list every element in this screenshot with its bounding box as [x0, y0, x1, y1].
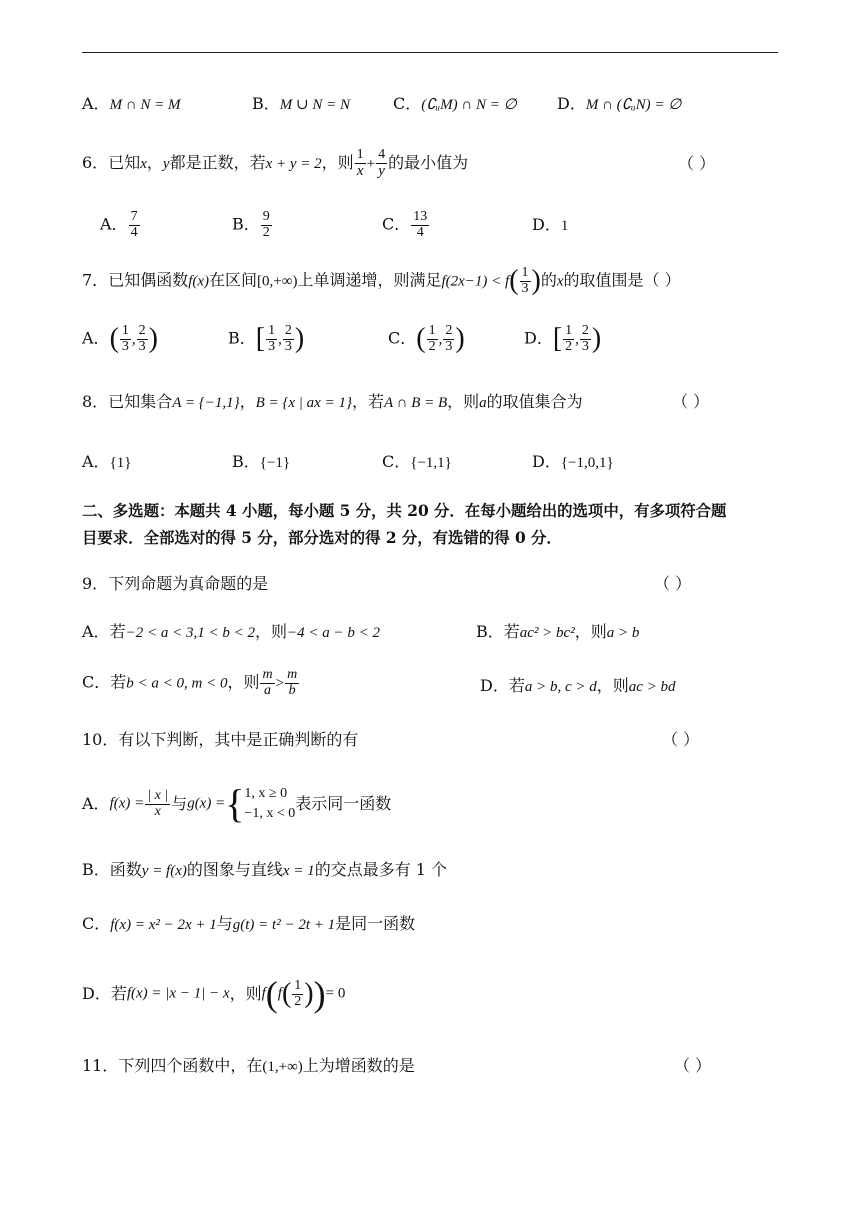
question-text: 都是正数，若: [169, 153, 266, 173]
question-11: [82, 1058, 415, 1075]
option-label: D．: [82, 984, 111, 1003]
condition: x + y = 2: [265, 156, 322, 173]
answer-paren: （ ）: [672, 392, 710, 411]
bracket-open: (: [109, 323, 119, 355]
denominator: 2: [262, 224, 270, 240]
option-text: 与: [171, 794, 188, 813]
bracket-open: [: [255, 323, 266, 355]
line-eq: x = 1: [282, 863, 315, 879]
option-value: {−1}: [259, 455, 291, 471]
question-number: 11．: [82, 1056, 119, 1075]
option-label: A．: [100, 214, 128, 234]
paren-open: (: [281, 978, 292, 1009]
denominator: 2: [428, 338, 436, 354]
denominator: y: [378, 162, 385, 179]
option-text: ，则: [596, 676, 629, 695]
q5-option-c: [393, 96, 517, 113]
question-text: 下列四个函数中，在: [118, 1056, 263, 1075]
answer-paren: （ ）: [678, 154, 716, 173]
question-text: 的取值围是（ ）: [563, 270, 681, 290]
gt-sign: >: [275, 675, 285, 692]
fraction: [580, 324, 591, 354]
fraction: [129, 210, 140, 240]
option-label: A．: [82, 328, 110, 348]
question-9: [82, 576, 268, 592]
numerator: 2: [445, 323, 453, 338]
fraction: [261, 210, 272, 240]
option-value: {1}: [109, 455, 132, 471]
option-value: {−1,0,1}: [560, 455, 614, 471]
q8-option-b: [232, 454, 290, 471]
option-text: 若: [110, 984, 127, 1003]
var-x: x: [140, 156, 147, 173]
option-text: ，则: [574, 622, 607, 641]
condition: a > b, c > d: [524, 679, 597, 695]
option-label: D．: [524, 328, 553, 348]
option-label: C．: [388, 328, 417, 348]
section-header-line2: 目要求．全部选对的得 5 分，部分选对的得 2 分，有选错的得 0 分．: [82, 529, 562, 547]
function-f: f(x) =: [109, 795, 145, 812]
question-text: ，则: [321, 153, 354, 173]
option-text: 的图象与直线: [186, 860, 283, 879]
fraction: [145, 789, 170, 819]
answer-paren: （ ）: [662, 730, 700, 749]
option-label: D．: [557, 94, 586, 113]
q8-option-d: [532, 454, 614, 471]
option-label: A．: [82, 794, 110, 813]
var: a: [479, 395, 487, 411]
numerator: 9: [262, 209, 270, 224]
condition: A ∩ B = B: [383, 395, 448, 411]
option-text: 若: [508, 676, 525, 695]
option-label: D．: [532, 215, 561, 234]
q10-option-d: [82, 976, 345, 1012]
comma: ,: [131, 331, 136, 348]
function: f(x): [188, 273, 210, 290]
fraction: [292, 979, 303, 1009]
outer-f: f: [261, 985, 266, 1002]
q8-option-a: [82, 454, 131, 471]
question-8: [82, 394, 583, 411]
question-number: 8．: [82, 392, 109, 411]
denominator: 3: [284, 338, 292, 354]
numerator: 2: [284, 323, 292, 338]
option-expr: (∁ᵤM) ∩ N = ∅: [421, 97, 517, 113]
option-text: 函数: [109, 860, 142, 879]
option-label: A．: [82, 452, 110, 471]
numerator: 1: [121, 323, 129, 338]
brace: {: [225, 781, 245, 826]
denominator: 4: [130, 224, 138, 240]
q5-option-b: [252, 96, 350, 113]
q6-option-c: [382, 210, 430, 240]
numerator: 4: [378, 147, 386, 162]
condition: ac² > bc²: [519, 625, 575, 641]
q10-option-a: [82, 781, 392, 826]
numerator: m: [287, 667, 298, 682]
q8-option-c: [382, 454, 452, 471]
fraction: [411, 210, 429, 240]
numerator: 1: [356, 147, 364, 162]
fraction: [120, 324, 131, 354]
denominator: 2: [294, 993, 302, 1009]
option-label: B．: [476, 622, 504, 641]
numerator: 1: [268, 323, 276, 338]
q6-option-b: [232, 210, 273, 240]
question-number: 10．: [82, 730, 119, 749]
option-label: B．: [232, 214, 260, 234]
option-label: D．: [532, 452, 561, 471]
denominator: b: [288, 682, 296, 698]
function-g: g(t) = t² − 2t + 1: [232, 917, 336, 933]
numerator: 2: [581, 323, 589, 338]
q7-option-d: [524, 324, 601, 354]
option-expr: M ∪ N = N: [279, 97, 350, 113]
paren-close: ): [313, 974, 326, 1014]
q9-option-b: [476, 624, 639, 641]
interval: (1,+∞): [262, 1059, 303, 1075]
question-text: 已知: [108, 153, 141, 173]
fraction: [137, 324, 148, 354]
question-text: ，则: [447, 392, 480, 411]
fraction: [520, 266, 531, 296]
q10-option-b: [82, 862, 447, 879]
bracket-open: [: [552, 323, 563, 355]
fraction: [266, 324, 277, 354]
comma: ,: [438, 331, 443, 348]
question-number: 7．: [82, 270, 109, 290]
denominator: 3: [521, 280, 529, 296]
denominator: a: [264, 682, 272, 698]
option-label: C．: [82, 914, 111, 933]
fraction: [443, 324, 454, 354]
option-label: B．: [252, 94, 280, 113]
inequality: f(2x−1) < f: [441, 273, 510, 290]
separator: ，: [239, 392, 256, 411]
bracket-close: ): [591, 323, 602, 355]
option-label: B．: [232, 452, 260, 471]
question-6: [82, 148, 468, 179]
paren-open: (: [509, 265, 519, 297]
set-a: A = {−1,1}: [172, 395, 240, 411]
denominator: 4: [416, 224, 424, 240]
question-text: 在区间: [209, 270, 258, 290]
set-b: B = {x | ax = 1}: [255, 395, 352, 411]
numerator: 1: [565, 323, 573, 338]
question-text: 上为增函数的是: [302, 1056, 415, 1075]
paren-close: ): [531, 265, 541, 297]
denominator: 3: [445, 338, 453, 354]
denominator: 3: [121, 338, 129, 354]
question-text: 已知集合: [108, 392, 173, 411]
numerator: | x |: [147, 787, 169, 803]
question-text: ，若: [351, 392, 384, 411]
comma: ,: [278, 331, 282, 348]
answer-paren: （ ）: [654, 574, 692, 593]
question-number: 9．: [82, 574, 109, 593]
option-text: 若: [503, 622, 520, 641]
option-label: B．: [228, 328, 256, 348]
denominator: 3: [268, 338, 276, 354]
option-value: 1: [560, 218, 569, 234]
option-label: A．: [82, 622, 110, 641]
case-2: −1, x < 0: [244, 806, 296, 821]
q10-option-c: [82, 916, 415, 933]
bracket-open: (: [416, 323, 426, 355]
numerator: 1: [294, 977, 302, 993]
question-text: 有以下判断，其中是正确判断的有: [118, 730, 359, 749]
option-text: ，则: [227, 672, 260, 692]
question-number: 6．: [82, 153, 109, 173]
result: ac > bd: [628, 679, 676, 695]
var-y: y: [162, 156, 170, 173]
option-value: {−1,1}: [410, 455, 452, 471]
option-text: 若: [110, 672, 127, 692]
option-text: ，则: [229, 984, 262, 1003]
result: a > b: [606, 625, 640, 641]
option-expr: M ∩ (∁ᵤN) = ∅: [585, 97, 682, 113]
q7-option-b: [228, 324, 304, 354]
fraction: [563, 324, 574, 354]
question-text: 下列命题为真命题的是: [108, 574, 269, 593]
question-text: 上单调递增，则满足: [297, 270, 442, 290]
function: f(x) = |x − 1| − x: [126, 985, 230, 1002]
fraction: [285, 668, 299, 698]
denominator: x: [154, 803, 161, 819]
q5-option-a: [82, 96, 181, 113]
q5-option-d: [557, 96, 681, 113]
option-text: 是同一函数: [335, 914, 416, 933]
fraction: [427, 324, 438, 354]
option-text: ，则: [254, 622, 287, 641]
q6-option-d: [532, 217, 568, 234]
option-text: 表示同一函数: [295, 794, 392, 813]
condition: −2 < a < 3,1 < b < 2: [125, 625, 255, 641]
paren-open: (: [265, 974, 278, 1014]
option-text: 的交点最多有 1 个: [314, 860, 448, 879]
denominator: 2: [565, 338, 573, 354]
numerator: 2: [138, 323, 146, 338]
q9-option-c: [82, 668, 300, 698]
question-text: 的: [540, 270, 557, 290]
denominator: x: [356, 162, 364, 179]
equals-zero: = 0: [325, 985, 346, 1002]
option-label: C．: [382, 214, 411, 234]
function: y = f(x): [141, 863, 187, 879]
option-label: C．: [382, 452, 411, 471]
comma: ,: [575, 331, 579, 348]
question-text: ，: [146, 153, 163, 173]
q9-option-d: [480, 678, 676, 695]
numerator: 13: [413, 209, 428, 224]
option-label: C．: [82, 672, 111, 692]
question-text: 的取值集合为: [486, 392, 583, 411]
option-label: C．: [393, 94, 422, 113]
inner-f: f: [277, 985, 282, 1002]
option-text: 若: [109, 622, 126, 641]
piecewise: [244, 784, 295, 823]
option-expr: M ∩ N = M: [109, 97, 181, 113]
var: x: [556, 273, 564, 290]
bracket-close: ): [148, 323, 158, 355]
function-g: g(x) =: [187, 795, 226, 812]
fraction: [376, 148, 387, 179]
bracket-close: ): [294, 323, 305, 355]
numerator: 1: [428, 323, 436, 338]
bracket-close: ): [455, 323, 465, 355]
interval: [0,+∞): [257, 273, 298, 290]
paren-close: ): [304, 978, 314, 1009]
q9-option-a: [82, 624, 380, 641]
function-f: f(x) = x² − 2x + 1: [110, 917, 217, 933]
denominator: 3: [581, 338, 589, 354]
case-1: 1, x ≥ 0: [244, 786, 288, 802]
condition: b < a < 0, m < 0: [126, 675, 228, 692]
result: −4 < a − b < 2: [286, 625, 380, 641]
question-10: [82, 732, 358, 748]
numerator: m: [262, 667, 273, 682]
numerator: 7: [130, 209, 138, 224]
option-label: A．: [82, 94, 110, 113]
option-label: B．: [82, 860, 110, 879]
q6-option-a: [100, 210, 141, 240]
q7-option-c: [388, 324, 465, 354]
fraction: [260, 668, 274, 698]
option-label: D．: [480, 676, 509, 695]
option-text: 与: [216, 914, 233, 933]
question-7: [82, 266, 681, 296]
denominator: 3: [138, 338, 146, 354]
numerator: 1: [521, 265, 529, 280]
fraction: [355, 148, 366, 179]
q7-option-a: [82, 324, 158, 354]
plus: +: [366, 156, 376, 173]
question-text: 的最小值为: [388, 153, 469, 173]
question-text: 已知偶函数: [108, 270, 189, 290]
answer-paren: （ ）: [674, 1056, 712, 1075]
fraction: [283, 324, 294, 354]
header-rule: [82, 52, 778, 53]
section-header-line1: 二、多选题：本题共 4 小题，每小题 5 分，共 20 分．在每小题给出的选项中，有多项符合题: [82, 502, 727, 520]
